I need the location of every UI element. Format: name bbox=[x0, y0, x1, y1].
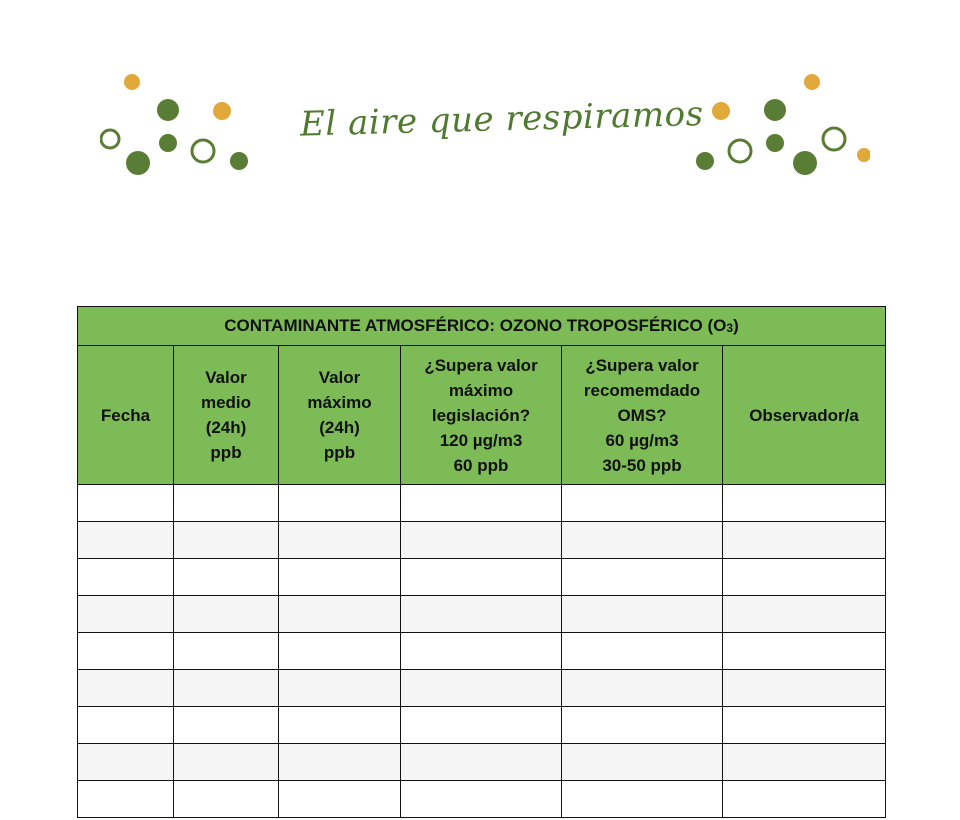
column-header-line: ¿Supera valor bbox=[585, 355, 699, 375]
table-row bbox=[78, 522, 886, 559]
column-header-line: recomemdado bbox=[583, 380, 701, 400]
column-header-line: Observador/a bbox=[749, 405, 859, 425]
blank-cell-supera-oms bbox=[562, 596, 723, 633]
blank-cell-valor-maximo bbox=[279, 559, 401, 596]
blank-cell-supera-oms bbox=[562, 781, 723, 818]
blank-cell-valor-medio bbox=[174, 633, 279, 670]
blank-cell-fecha bbox=[78, 707, 174, 744]
column-header-line: ppb bbox=[323, 443, 356, 462]
table-row bbox=[78, 670, 886, 707]
table-row bbox=[78, 707, 886, 744]
blank-cell-supera-legislacion bbox=[401, 522, 562, 559]
blank-cell-fecha bbox=[78, 670, 174, 707]
decorative-dots-left bbox=[100, 60, 280, 190]
blank-cell-supera-legislacion bbox=[401, 744, 562, 781]
column-header-line: Fecha bbox=[100, 405, 151, 425]
column-header-line: (24h) bbox=[319, 418, 360, 437]
table-title: CONTAMINANTE ATMOSFÉRICO: OZONO TROPOSFÉRICO $(O_3)$ bbox=[78, 307, 886, 346]
blank-cell-valor-maximo bbox=[279, 707, 401, 744]
blank-cell-supera-legislacion bbox=[401, 596, 562, 633]
blank-cell-fecha bbox=[78, 596, 174, 633]
blank-cell-valor-medio bbox=[174, 670, 279, 707]
blank-cell-supera-oms bbox=[562, 744, 723, 781]
column-header-line: ppb bbox=[210, 443, 242, 462]
blank-cell-fecha bbox=[78, 633, 174, 670]
table-row bbox=[78, 633, 886, 670]
blank-cell-valor-medio bbox=[174, 707, 279, 744]
table-row bbox=[78, 596, 886, 633]
column-header-line: 60 ppb bbox=[453, 455, 509, 475]
table-header-row bbox=[78, 346, 886, 485]
column-header-fecha bbox=[78, 346, 174, 485]
column-header-line: legislación? bbox=[431, 405, 531, 425]
column-header-supera-legislacion bbox=[401, 346, 562, 485]
blank-cell-valor-medio bbox=[174, 522, 279, 559]
page-header bbox=[0, 0, 960, 200]
blank-cell-valor-maximo bbox=[279, 485, 401, 522]
blank-cell-supera-legislacion bbox=[401, 485, 562, 522]
blank-cell-valor-medio bbox=[174, 781, 279, 818]
blank-cell-observador bbox=[723, 559, 886, 596]
column-header-line: 60 µg/m3 bbox=[605, 430, 679, 450]
column-header-line: 120 µg/m3 bbox=[439, 430, 523, 450]
ozone-log-table bbox=[77, 306, 886, 818]
blank-cell-valor-maximo bbox=[279, 633, 401, 670]
column-header-line: máximo bbox=[307, 393, 372, 412]
blank-cell-supera-oms bbox=[562, 485, 723, 522]
column-header-observador bbox=[723, 346, 886, 485]
column-header-supera-oms bbox=[562, 346, 723, 485]
blank-cell-fecha bbox=[78, 522, 174, 559]
blank-cell-observador bbox=[723, 744, 886, 781]
column-header-line: medio bbox=[200, 393, 252, 412]
blank-cell-supera-oms bbox=[562, 559, 723, 596]
blank-cell-observador bbox=[723, 522, 886, 559]
decorative-dots-right bbox=[690, 60, 870, 190]
blank-cell-observador bbox=[723, 670, 886, 707]
column-header-line: Valor bbox=[318, 368, 361, 387]
blank-cell-fecha bbox=[78, 559, 174, 596]
blank-cell-observador bbox=[723, 596, 886, 633]
blank-cell-supera-legislacion bbox=[401, 781, 562, 818]
table-row bbox=[78, 559, 886, 596]
table-row bbox=[78, 485, 886, 522]
blank-cell-valor-maximo bbox=[279, 596, 401, 633]
blank-cell-valor-maximo bbox=[279, 781, 401, 818]
column-header-line: máximo bbox=[448, 380, 514, 400]
blank-cell-fecha bbox=[78, 485, 174, 522]
column-header-line: Valor bbox=[205, 368, 247, 387]
blank-cell-valor-medio bbox=[174, 485, 279, 522]
blank-cell-supera-oms bbox=[562, 633, 723, 670]
blank-cell-fecha bbox=[78, 781, 174, 818]
table-row bbox=[78, 781, 886, 818]
column-header-line: 30-50 ppb bbox=[602, 455, 682, 475]
blank-cell-supera-legislacion bbox=[401, 707, 562, 744]
blank-cell-valor-maximo bbox=[279, 744, 401, 781]
blank-cell-valor-medio bbox=[174, 744, 279, 781]
page-title: El aire que respiramos bbox=[299, 94, 705, 145]
blank-cell-fecha bbox=[78, 744, 174, 781]
blank-cell-supera-legislacion bbox=[401, 559, 562, 596]
blank-cell-valor-maximo bbox=[279, 522, 401, 559]
blank-cell-observador bbox=[723, 633, 886, 670]
blank-cell-supera-legislacion bbox=[401, 633, 562, 670]
blank-cell-observador bbox=[723, 781, 886, 818]
blank-cell-valor-maximo bbox=[279, 670, 401, 707]
table-row bbox=[78, 744, 886, 781]
blank-cell-observador bbox=[723, 485, 886, 522]
blank-cell-observador bbox=[723, 707, 886, 744]
column-header-valor-medio bbox=[174, 346, 279, 485]
blank-cell-valor-medio bbox=[174, 559, 279, 596]
column-header-line: ¿Supera valor bbox=[424, 355, 538, 375]
column-header-valor-maximo bbox=[279, 346, 401, 485]
blank-cell-valor-medio bbox=[174, 596, 279, 633]
blank-cell-supera-legislacion bbox=[401, 670, 562, 707]
blank-cell-supera-oms bbox=[562, 670, 723, 707]
blank-cell-supera-oms bbox=[562, 707, 723, 744]
column-header-line: OMS? bbox=[617, 405, 667, 425]
blank-cell-supera-oms bbox=[562, 522, 723, 559]
column-header-line: (24h) bbox=[205, 418, 247, 437]
